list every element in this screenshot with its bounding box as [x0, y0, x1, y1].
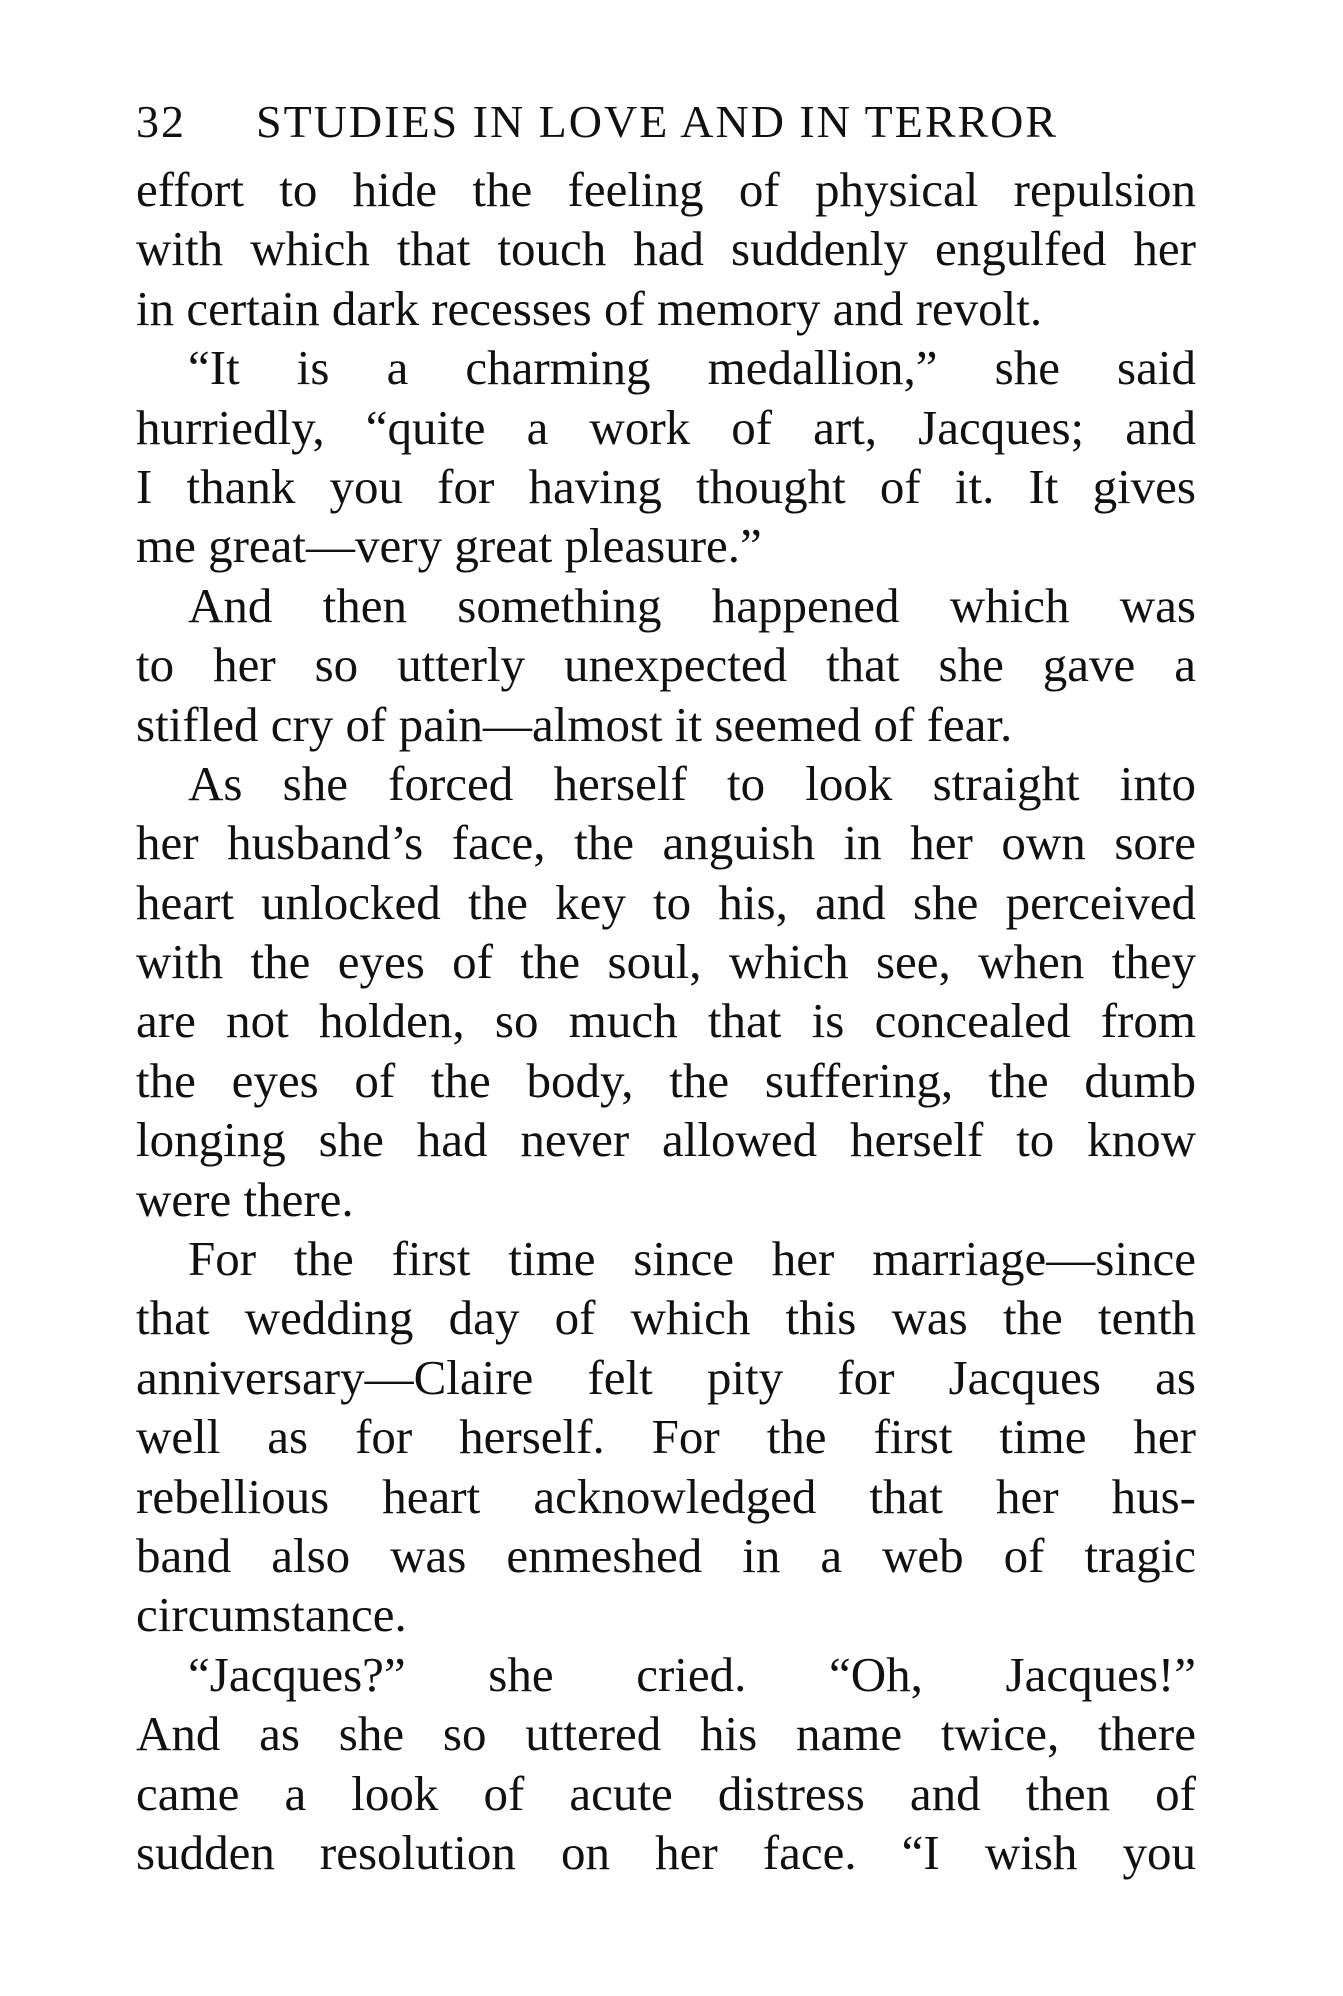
text-line: are not holden, so much that is concealed from	[136, 993, 1196, 1049]
text-line: And then something happened which was	[188, 577, 1196, 633]
running-head: STUDIES IN LOVE AND IN TERROR	[256, 96, 1059, 147]
text-line: with the eyes of the soul, which see, when they	[136, 934, 1196, 990]
page-header	[136, 92, 1196, 152]
text-line: heart unlocked the key to his, and she perceived	[136, 874, 1196, 930]
page-number: 32	[136, 96, 186, 147]
text-line: “It is a charming medallion,” she said	[188, 340, 1196, 396]
body-text	[136, 160, 1196, 1882]
text-line: longing she had never allowed herself to know	[136, 1112, 1196, 1168]
text-line: circumstance.	[136, 1587, 407, 1643]
text-line: came a look of acute distress and then of	[136, 1765, 1196, 1821]
text-line: her husband’s face, the anguish in her own sore	[136, 815, 1196, 871]
text-line: I thank you for having thought of it. It gives	[136, 458, 1196, 514]
text-line: stifled cry of pain—almost it seemed of fear.	[136, 696, 1013, 752]
text-line: that wedding day of which this was the tenth	[136, 1290, 1196, 1346]
text-line: sudden resolution on her face. “I wish you	[136, 1824, 1196, 1880]
text-line: As she forced herself to look straight into	[188, 755, 1196, 811]
text-line: me great—very great pleasure.”	[136, 518, 762, 574]
text-line: to her so utterly unexpected that she gave a	[136, 637, 1196, 693]
text-line: hurriedly, “quite a work of art, Jacques; and	[136, 399, 1196, 455]
text-line: And as she so uttered his name twice, there	[136, 1706, 1196, 1762]
text-line: were there.	[136, 1171, 354, 1227]
text-line: in certain dark recesses of memory and revolt.	[136, 280, 1043, 336]
text-line: band also was enmeshed in a web of tragic	[136, 1527, 1196, 1583]
text-line: with which that touch had suddenly engulfed her	[136, 221, 1196, 277]
text-line: well as for herself. For the first time her	[136, 1409, 1196, 1465]
text-line: anniversary—Claire felt pity for Jacques as	[136, 1349, 1196, 1405]
text-line: effort to hide the feeling of physical repulsion	[136, 162, 1196, 217]
text-line: rebellious heart acknowledged that her hus-	[136, 1468, 1196, 1524]
text-line: “Jacques?” she cried. “Oh, Jacques!”	[188, 1646, 1196, 1702]
text-line: the eyes of the body, the suffering, the dumb	[136, 1052, 1196, 1108]
text-line: For the first time since her marriage—since	[188, 1231, 1196, 1287]
